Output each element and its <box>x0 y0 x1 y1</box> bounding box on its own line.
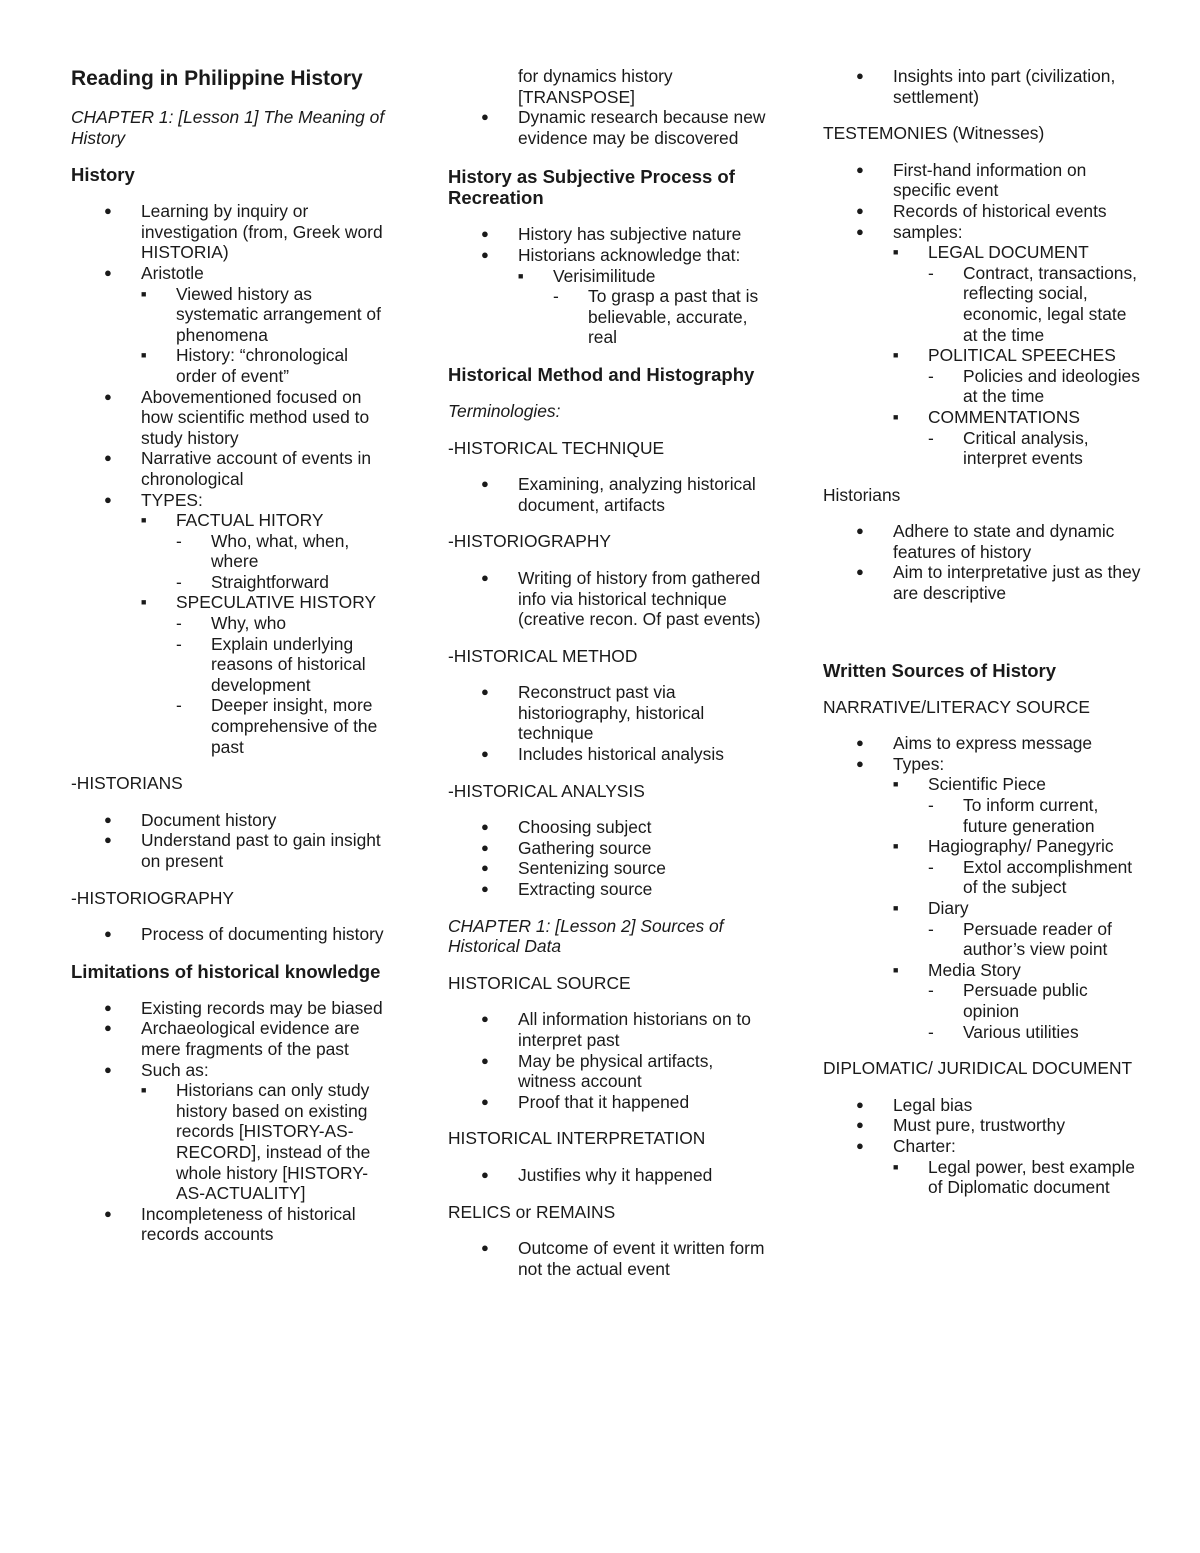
list-item: ● Learning by inquiry or investigation (from, Greek word HISTORIA) <box>71 201 391 263</box>
list-item: ● Document history <box>71 810 391 831</box>
list-item: ■ Legal power, best example of Diplomatic document <box>893 1157 1143 1198</box>
list-item: ■ POLITICAL SPEECHES - Policies and ideologies at the time <box>893 345 1143 407</box>
testimonies-label: TESTEMONIES (Witnesses) <box>823 123 1045 144</box>
list-item: ● Insights into part (civilization, settlement) <box>823 66 1143 107</box>
list-item: - Who, what, when, where <box>176 531 391 572</box>
list-item: ● TYPES: ■ FACTUAL HITORY - Who, what, when, where - Straightforward ■ SPECULATIVE HISTORY - Why, who - Explain underlying reasons of historical development - Deeper insight, more comprehensive of the past <box>71 490 391 758</box>
list-item: - Various utilities <box>928 1022 1143 1043</box>
list-item: ● Aristotle ■ Viewed history as systematic arrangement of phenomena ■ History: “chronological order of event” <box>71 263 391 387</box>
list-item: ● Reconstruct past via historiography, historical technique <box>448 682 768 744</box>
subjective-heading: History as Subjective Process of Recreation <box>448 166 735 209</box>
list-item: ● Existing records may be biased <box>71 998 391 1019</box>
subjective-list <box>448 224 768 348</box>
list-item: ■ History: “chronological order of event” <box>141 345 391 386</box>
history-list <box>71 201 391 757</box>
list-item: ● Such as: ■ Historians can only study history based on existing records [HISTORY-AS-RECORD], instead of the whole history [HISTORY-AS-ACTUALITY] <box>71 1060 391 1204</box>
list-item: ● Understand past to gain insight on present <box>71 830 391 871</box>
testimonies-list <box>823 160 1143 469</box>
list-item: ● Choosing subject <box>448 817 768 838</box>
list-item: - Extol accomplishment of the subject <box>928 857 1143 898</box>
list-item: ■ Viewed history as systematic arrangement of phenomena <box>141 284 391 346</box>
continued-list <box>823 66 1143 107</box>
document-title: Reading in Philippine History <box>71 67 363 90</box>
list-item: ● samples: ■ LEGAL DOCUMENT - Contract, transactions, reflecting social, economic, legal state at the time ■ POLITICAL SPEECHES - Policies and ideologies at the time ■ COMMENTATIONS - Critical analysis, interpret events <box>823 222 1143 469</box>
narrative-label: NARRATIVE/LITERACY SOURCE <box>823 696 1091 717</box>
list-item: - To grasp a past that is believable, accurate, real <box>553 286 768 348</box>
list-item: ● Justifies why it happened <box>448 1165 768 1186</box>
interpretation-label: HISTORICAL INTERPRETATION <box>448 1128 706 1149</box>
diplomatic-list <box>823 1095 1143 1198</box>
list-item: ● Must pure, trustworthy <box>823 1115 1143 1136</box>
chapter-heading: CHAPTER 1: [Lesson 1] The Meaning of History <box>71 107 385 148</box>
historiography-label: -HISTORIOGRAPHY <box>71 887 234 908</box>
list-item: ■ Diary - Persuade reader of author’s view point <box>893 898 1143 960</box>
list-item: for dynamics history [TRANSPOSE] <box>518 66 673 107</box>
list-item: ■ SPECULATIVE HISTORY - Why, who - Explain underlying reasons of historical development - Deeper insight, more comprehensive of the past <box>141 592 391 757</box>
technique-list <box>448 474 768 515</box>
limitations-list <box>71 998 391 1245</box>
list-item: ● Adhere to state and dynamic features of history <box>823 521 1143 562</box>
terminologies-label: Terminologies: <box>448 400 561 421</box>
list-item: ● Outcome of event it written form not the actual event <box>448 1238 768 1279</box>
method-list <box>448 682 768 764</box>
list-item: - Contract, transactions, reflecting social, economic, legal state at the time <box>928 263 1143 345</box>
source-list <box>448 1009 768 1112</box>
list-item: ● Narrative account of events in chronological <box>71 448 391 489</box>
relics-label: RELICS or REMAINS <box>448 1201 616 1222</box>
list-item: ● Gathering source <box>448 838 768 859</box>
list-item: ■ Hagiography/ Panegyric - Extol accomplishment of the subject <box>893 836 1143 898</box>
list-item: ● Examining, analyzing historical document, artifacts <box>448 474 768 515</box>
list-item: ■ Verisimilitude - To grasp a past that is believable, accurate, real <box>518 266 768 348</box>
historiography-label: -HISTORIOGRAPHY <box>448 531 611 552</box>
historiography-list <box>448 568 768 630</box>
history-heading: History <box>71 164 135 186</box>
list-item: ● May be physical artifacts, witness account <box>448 1051 768 1092</box>
list-item: ● Charter: ■ Legal power, best example of Diplomatic document <box>823 1136 1143 1198</box>
column-2 <box>448 66 768 1295</box>
method-label: -HISTORICAL METHOD <box>448 645 638 666</box>
analysis-label: -HISTORICAL ANALYSIS <box>448 780 645 801</box>
list-item: ■ LEGAL DOCUMENT - Contract, transactions, reflecting social, economic, legal state at the time <box>893 242 1143 345</box>
list-item: ● Process of documenting history <box>71 924 391 945</box>
chapter2-heading: CHAPTER 1: [Lesson 2] Sources of Historical Data <box>448 915 724 957</box>
narrative-list <box>823 733 1143 1042</box>
list-item: ● History has subjective nature <box>448 224 768 245</box>
list-item: ● All information historians on to interpret past <box>448 1009 768 1050</box>
analysis-list <box>448 817 768 899</box>
list-item: ● Includes historical analysis <box>448 744 768 765</box>
list-item: ● Dynamic research because new evidence may be discovered <box>448 107 768 148</box>
interpretation-list <box>448 1165 768 1186</box>
list-item: - Policies and ideologies at the time <box>928 366 1143 407</box>
technique-label: -HISTORICAL TECHNIQUE <box>448 437 665 458</box>
historians-list <box>823 521 1143 603</box>
list-item: ● Proof that it happened <box>448 1092 768 1113</box>
list-item: ● Writing of history from gathered info via historical technique (creative recon. Of past events) <box>448 568 768 630</box>
relics-list <box>448 1238 768 1279</box>
list-item: ● Incompleteness of historical records accounts <box>71 1204 391 1245</box>
list-item: ● Historians acknowledge that: ■ Verisimilitude - To grasp a past that is believable, accurate, real <box>448 245 768 348</box>
list-item: ● Sentenizing source <box>448 858 768 879</box>
list-item: ■ FACTUAL HITORY - Who, what, when, where - Straightforward <box>141 510 391 592</box>
written-sources-heading: Written Sources of History <box>823 659 1057 681</box>
list-item: ● Records of historical events <box>823 201 1143 222</box>
list-item: - Persuade reader of author’s view point <box>928 919 1143 960</box>
continued-list <box>448 66 768 148</box>
list-item: - Persuade public opinion <box>928 980 1143 1021</box>
list-item: - Deeper insight, more comprehensive of the past <box>176 695 391 757</box>
diplomatic-label: DIPLOMATIC/ JURIDICAL DOCUMENT <box>823 1058 1133 1079</box>
historians-label: Historians <box>823 484 901 505</box>
column-3 <box>823 66 1143 1214</box>
list-item: - Critical analysis, interpret events <box>928 428 1143 469</box>
list-item: ■ Scientific Piece - To inform current, future generation <box>893 774 1143 836</box>
historiography-list <box>71 924 391 945</box>
list-item: ● Archaeological evidence are mere fragments of the past <box>71 1018 391 1059</box>
list-item: ● Extracting source <box>448 879 768 900</box>
list-item: - Explain underlying reasons of historical development <box>176 634 391 696</box>
column-1 <box>71 66 391 1261</box>
method-heading: Historical Method and Histography <box>448 363 755 385</box>
list-item: ■ Historians can only study history based on existing records [HISTORY-AS-RECORD], instead of the whole history [HISTORY-AS-ACTUALITY] <box>141 1080 391 1204</box>
list-item: ● Types: ■ Scientific Piece - To inform current, future generation ■ Hagiography/ Panegyric - Extol accomplishment of the subject ■ Diary - Persuade reader of author’s view point ■ Media Story - Persuade public opinion - Various utilities <box>823 754 1143 1042</box>
list-item: ● First-hand information on specific event <box>823 160 1143 201</box>
list-item: ● Abovementioned focused on how scientific method used to study history <box>71 387 391 449</box>
source-label: HISTORICAL SOURCE <box>448 972 631 993</box>
list-item: ● Legal bias <box>823 1095 1143 1116</box>
limitations-heading: Limitations of historical knowledge <box>71 960 381 982</box>
list-item: - Why, who <box>176 613 391 634</box>
list-item: ● Aims to express message <box>823 733 1143 754</box>
list-item: ● Aim to interpretative just as they are descriptive <box>823 562 1143 603</box>
list-item: ■ Media Story - Persuade public opinion - Various utilities <box>893 960 1143 1042</box>
historians-label: -HISTORIANS <box>71 773 183 794</box>
list-item: - Straightforward <box>176 572 391 593</box>
list-item: - To inform current, future generation <box>928 795 1143 836</box>
list-item: ■ COMMENTATIONS - Critical analysis, interpret events <box>893 407 1143 469</box>
historians-list <box>71 810 391 872</box>
